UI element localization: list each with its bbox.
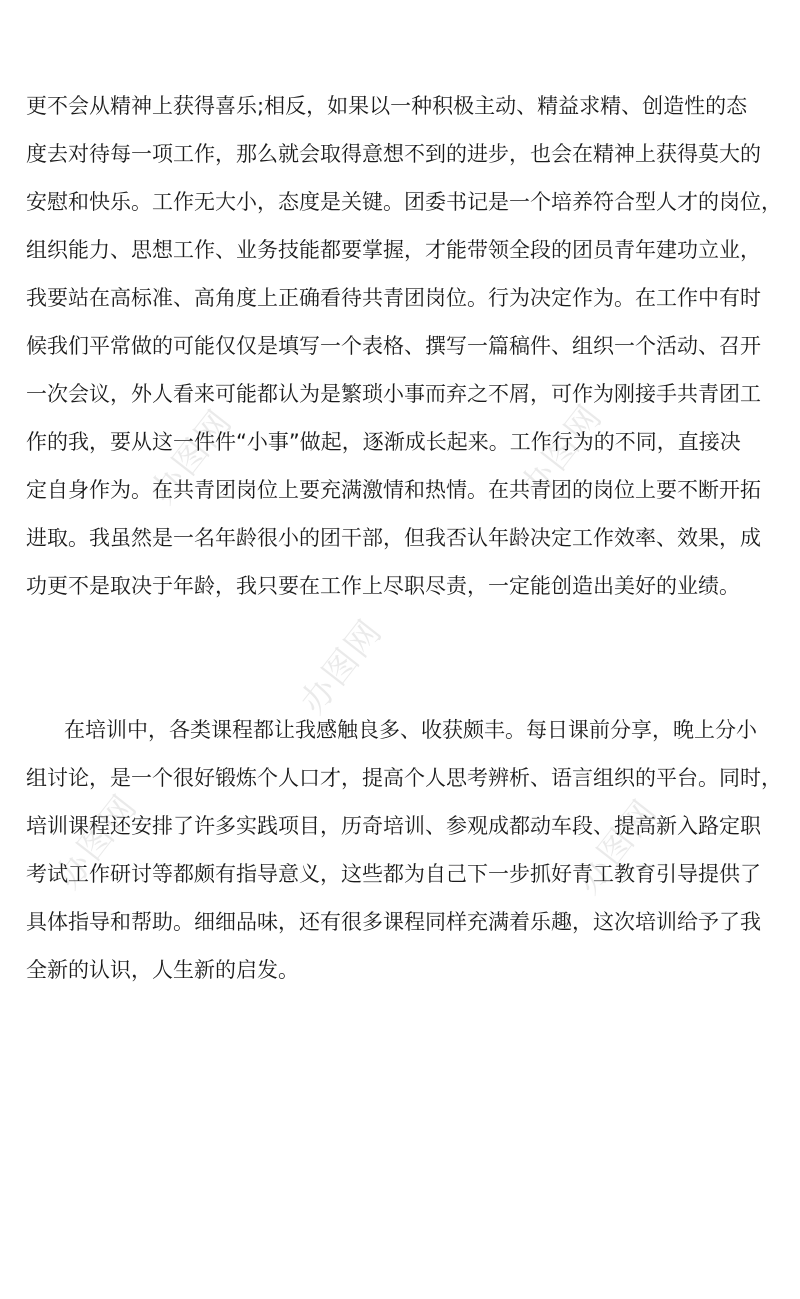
- text-line: 候我们平常做的可能仅仅是填写一个表格、撰写一篇稿件、组织一个活动、召开: [26, 334, 761, 358]
- paragraph-1: [26, 82, 782, 610]
- watermark: 办图网: [512, 396, 611, 507]
- text-line: 更不会从精神上获得喜乐;相反，如果以一种积极主动、精益求精、创造性的态: [26, 94, 748, 118]
- watermark: 办图网: [47, 786, 146, 897]
- text-line: 组织能力、思想工作、业务技能都要掌握，才能带领全段的团员青年建功立业，: [26, 238, 761, 262]
- watermark: 办图网: [567, 791, 666, 902]
- text-line: 我要站在高标准、高角度上正确看待共青团岗位。行为决定作为。在工作中有时: [26, 286, 761, 310]
- text-line: 进取。我虽然是一名年龄很小的团干部，但我否认年龄决定工作效率、效果，成: [26, 526, 761, 550]
- text-line: 度去对待每一项工作，那么就会取得意想不到的进步，也会在精神上获得莫大的: [26, 142, 761, 166]
- text-line: 培训课程还安排了许多实践项目，历奇培训、参观成都动车段、提高新入路定职: [26, 814, 761, 838]
- text-line: 作的我，要从这一件件“小事”做起，逐渐成长起来。工作行为的不同，直接决: [26, 430, 741, 454]
- text-line: 组讨论，是一个很好锻炼个人口才，提高个人思考辨析、语言组织的平台。同时，: [26, 766, 782, 790]
- paragraph-2: [26, 706, 782, 994]
- watermark: 办图网: [142, 401, 241, 512]
- text-line: 定自身作为。在共青团岗位上要充满激情和热情。在共青团的岗位上要不断开拓: [26, 478, 761, 502]
- text-line: 安慰和快乐。工作无大小，态度是关键。团委书记是一个培养符合型人才的岗位，: [26, 190, 782, 214]
- text-line: 全新的认识，人生新的启发。: [26, 958, 299, 982]
- text-line: 在培训中，各类课程都让我感触良多、收获颇丰。每日课前分享，晚上分小: [64, 718, 757, 742]
- text-line: 具体指导和帮助。细细品味，还有很多课程同样充满着乐趣，这次培训给予了我: [26, 910, 761, 934]
- text-line: 考试工作研讨等都颇有指导意义，这些都为自己下一步抓好青工教育引导提供了: [26, 862, 761, 886]
- text-line: 功更不是取决于年龄，我只要在工作上尽职尽责，一定能创造出美好的业绩。: [26, 574, 740, 598]
- watermark: 办图网: [292, 611, 391, 722]
- text-line: 一次会议，外人看来可能都认为是繁琐小事而弃之不屑，可作为刚接手共青团工: [26, 382, 761, 406]
